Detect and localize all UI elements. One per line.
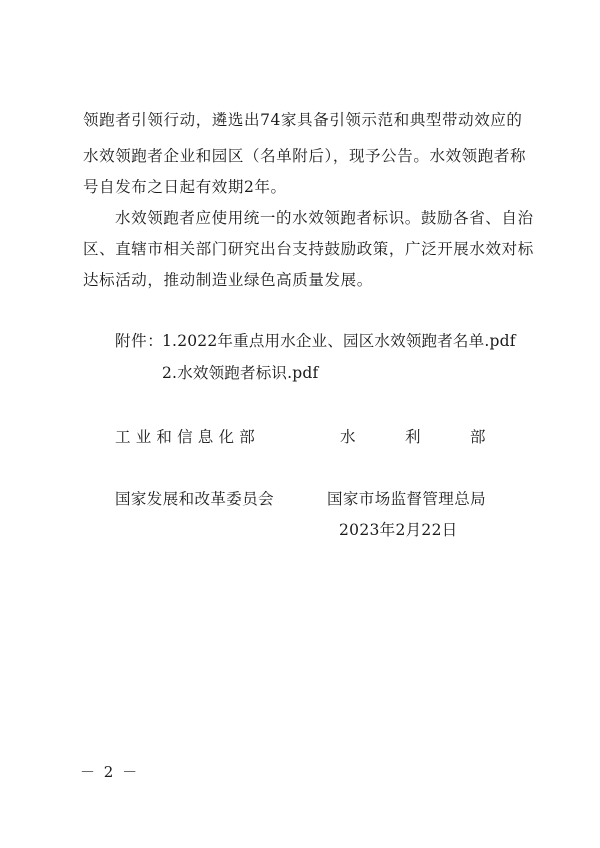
attachment-item-2[interactable]: 2.水效领跑者标识.pdf bbox=[162, 364, 319, 382]
attachments-label: 附件： bbox=[115, 332, 164, 350]
signature-water-char-1: 水 bbox=[340, 428, 356, 446]
paragraph-2-line-3: 达标活动，推动制造业绿色高质量发展。 bbox=[83, 271, 373, 289]
signature-miit: 工业和信息化部 bbox=[115, 428, 260, 446]
attachment-item-1[interactable]: 1.2022年重点用水企业、园区水效领跑者名单.pdf bbox=[162, 332, 516, 350]
signature-date: 2023年2月22日 bbox=[339, 521, 458, 539]
paragraph-1-line-3: 号自发布之日起有效期2年。 bbox=[83, 178, 287, 196]
page-number: － 2 － bbox=[80, 763, 140, 781]
signature-ndrc: 国家发展和改革委员会 bbox=[115, 490, 275, 508]
paragraph-2-line-1: 水效领跑者应使用统一的水效领跑者标识。鼓励各省、自治 bbox=[115, 209, 534, 227]
paragraph-1-line-1: 领跑者引领行动，遴选出74家具备引领示范和典型带动效应的 bbox=[83, 111, 523, 129]
signature-water-char-2: 利 bbox=[405, 428, 421, 446]
paragraph-1-line-2: 水效领跑者企业和园区（名单附后），现予公告。水效领跑者称 bbox=[83, 147, 527, 165]
paragraph-2-line-2: 区、直辖市相关部门研究出台支持鼓励政策，广泛开展水效对标 bbox=[83, 240, 534, 258]
signature-water-ministry bbox=[340, 427, 490, 447]
signature-water-char-3: 部 bbox=[470, 428, 486, 446]
signature-samr: 国家市场监督管理总局 bbox=[327, 490, 487, 508]
